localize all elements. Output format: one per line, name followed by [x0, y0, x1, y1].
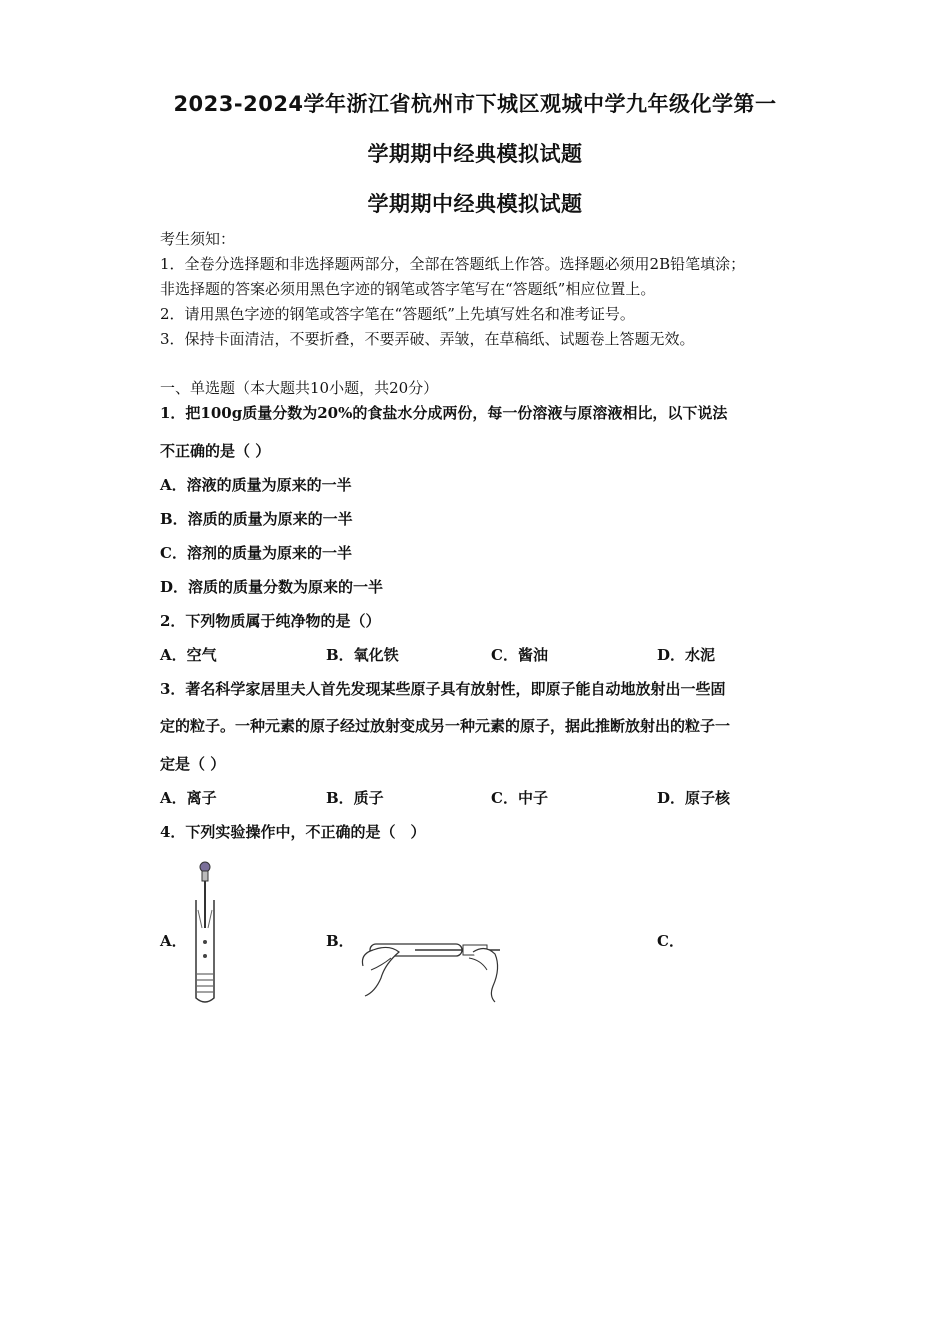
question-2-option-d: D．水泥 [657, 646, 716, 664]
question-1-option-d: D．溶质的质量分数为原来的一半 [160, 578, 384, 596]
notice-item-1: 1．全卷分选择题和非选择题两部分，全部在答题纸上作答。选择题必须用2B铅笔填涂； [160, 255, 746, 273]
section-heading: 一、单选题（本大题共10小题，共20分） [160, 379, 439, 397]
question-2-option-a: A．空气 [160, 646, 217, 664]
question-3-stem-cont: 定的粒子。一种元素的原子经过放射变成另一种元素的原子，据此推断放射出的粒子一 [160, 717, 731, 735]
question-1-stem-cont: 不正确的是（ ） [160, 442, 271, 460]
exam-title-line-3: 学期期中经典模拟试题 [367, 192, 583, 216]
question-3-stem: 3．著名科学家居里夫人首先发现某些原子具有放射性，即原子能自动地放射出一些固 [160, 680, 726, 698]
question-3-option-b: B．质子 [326, 789, 384, 807]
notice-item-3: 3．保持卡面清洁，不要折叠，不要弄破、弄皱，在草稿纸、试题卷上答题无效。 [160, 330, 695, 348]
question-2-stem: 2．下列物质属于纯净物的是（） [160, 612, 381, 630]
question-2-option-c: C．酱油 [491, 646, 548, 664]
exam-title-line-2: 学期期中经典模拟试题 [367, 142, 583, 166]
question-1-stem: 1．把100g质量分数为20%的食盐水分成两份，每一份溶液与原溶液相比，以下说法 [160, 404, 728, 422]
question-4-option-c: C． [657, 932, 684, 950]
question-3-option-c: C．中子 [491, 789, 548, 807]
question-3-option-d: D．原子核 [657, 789, 731, 807]
question-2-option-b: B．氧化铁 [326, 646, 399, 664]
question-4-stem: 4．下列实验操作中，不正确的是（ ） [160, 823, 426, 841]
question-3-option-a: A．离子 [160, 789, 217, 807]
question-1-option-b: B．溶质的质量为原来的一半 [160, 510, 353, 528]
question-3-stem-end: 定是（ ） [160, 755, 226, 773]
notice-heading: 考生须知： [160, 230, 236, 248]
question-1-option-c: C．溶剂的质量为原来的一半 [160, 544, 352, 562]
hands-holding-tube-figure [355, 930, 505, 1005]
question-4-option-a: A． [160, 932, 187, 950]
notice-item-2: 2．请用黑色字迹的钢笔或答字笔在“答题纸”上先填写姓名和准考证号。 [160, 305, 635, 323]
question-4-option-b: B． [326, 932, 354, 950]
dropper-test-tube-figure [188, 858, 224, 1006]
notice-item-1-cont: 非选择题的答案必须用黑色字迹的钢笔或答字笔写在“答题纸”相应位置上。 [160, 280, 656, 298]
question-1-option-a: A．溶液的质量为原来的一半 [160, 476, 352, 494]
exam-title-line-1: 2023-2024学年浙江省杭州市下城区观城中学九年级化学第一 [173, 92, 777, 116]
